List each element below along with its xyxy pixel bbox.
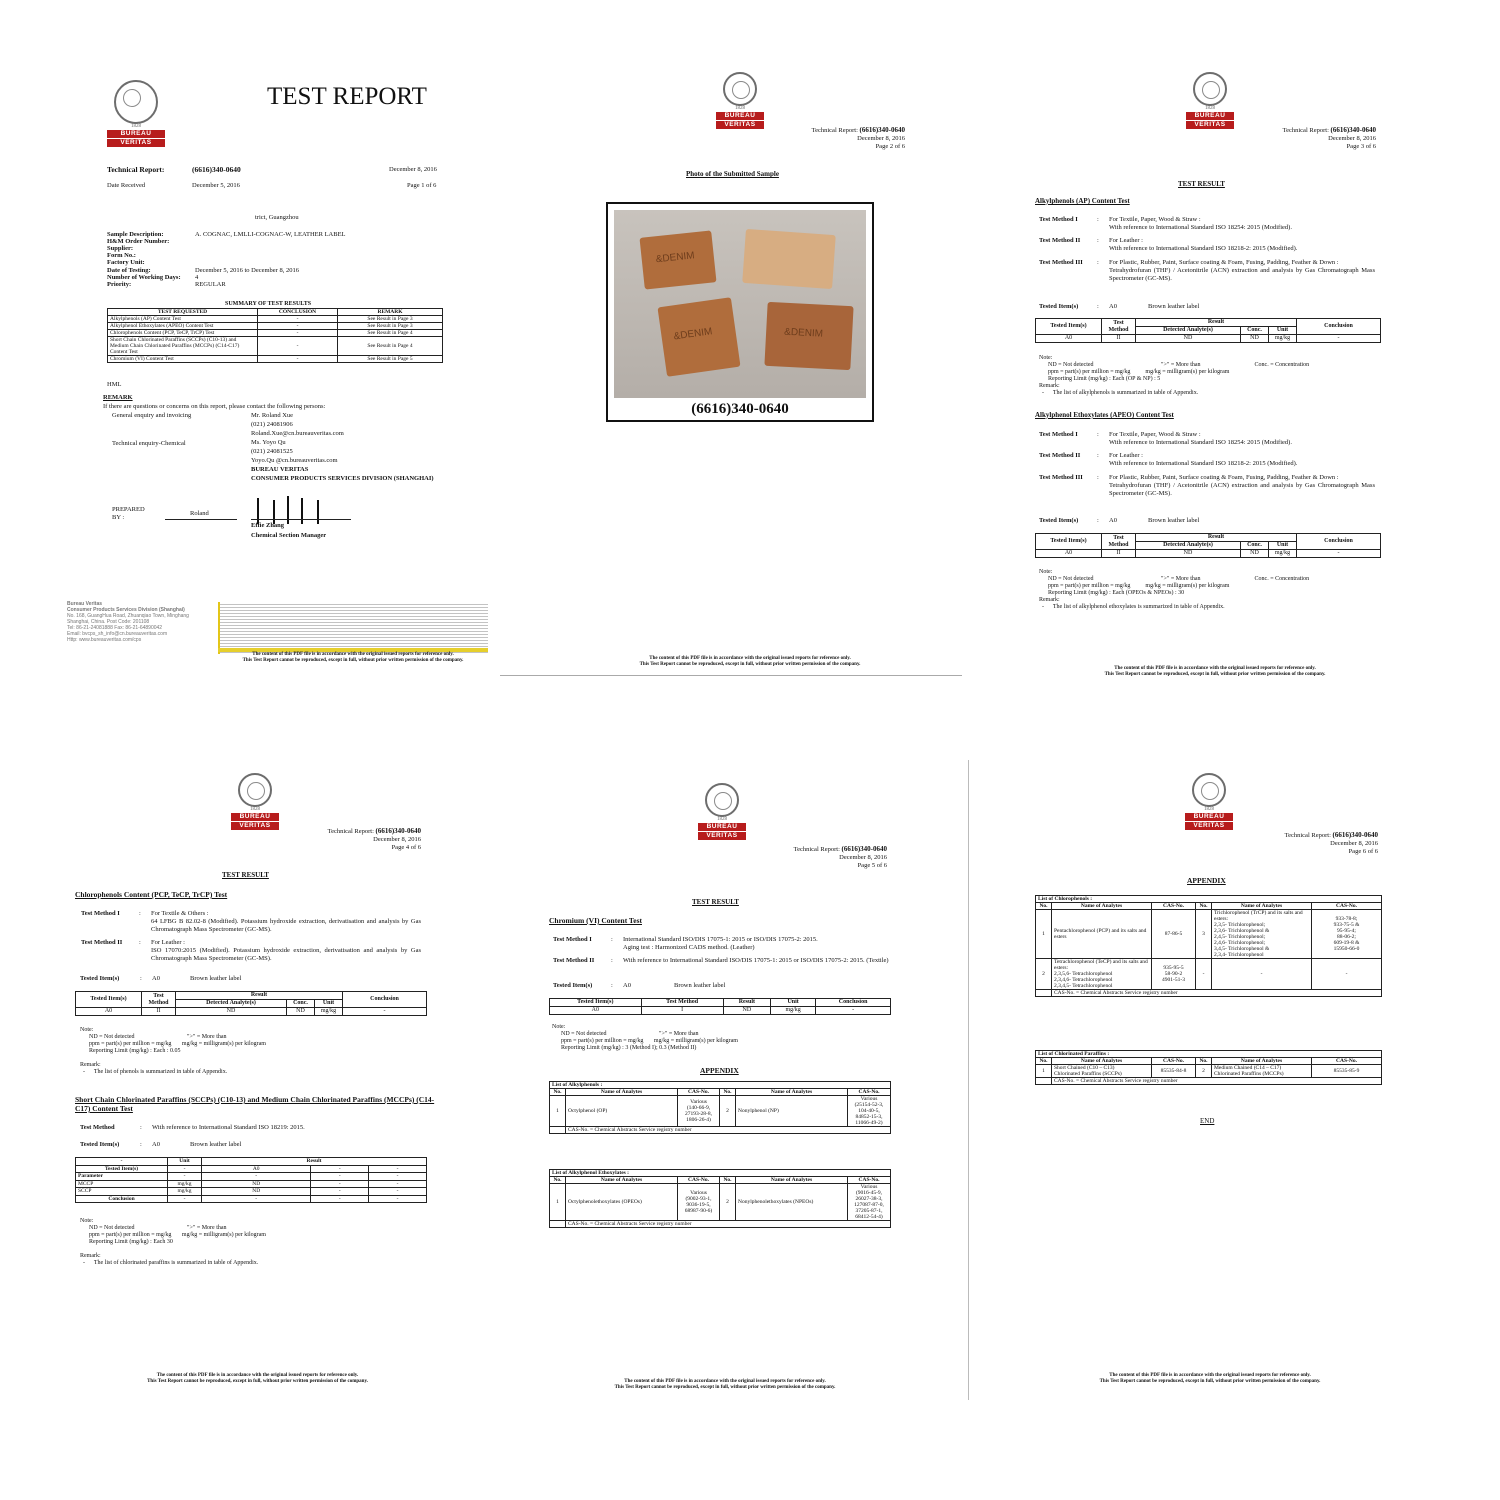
apeo-result-table: Tested Item(s) Test Method Result Conclusion Detected Analyte(s) Conc. Unit A0 II ND ND mg/kg - [1035,533,1381,558]
field-value: 4 [195,274,199,281]
tested-code: A0 [152,975,160,982]
table-row: Short Chain Chlorinated Paraffins (SCCPs) (C10-13) and Medium Chain Chlorinated Paraffins (MCCPs) (C14-C17) Content Test - See Result in Page 4 [108,337,443,356]
prepared-by: Roland [190,510,209,517]
footer-line: The content of this PDF file is in accordance with the original issued reports for reference only. [252,652,454,657]
contact-general: General enquiry and invoicing [112,412,192,419]
table-row: 1 Short Chained (C10 – C13) Chlorinated Paraffins (SCCPs) 85535-84-8 2 Medium Chained (C14 – C17) Chlorinated Paraffins (MCCPs) 85535-85-9 [1036,1065,1382,1078]
tested-label: Tested Item(s) [1039,517,1079,524]
section-heading: TEST RESULT [1178,180,1225,188]
signer-title: Chemical Section Manager [251,532,327,539]
report-page-1: 1828 BUREAU VERITAS TEST REPORT Technical Report: (6616)340-0640 December 8, 2016 Date Received December 5, 2016 Page 1 of 6 trict, Guangzhou Sample Description: A. COGNAC, LMLLI-COGNAC-W, LEATHER LABEL H&M Order Number: Supplier: Form No.: Factory Unit: Date of Testing: December 5, 2016 to December 8, 2016 Number of Working Days: 4 Priority: REGULAR SUMMARY OF TEST RESULTS TEST REQUESTED CONCLUSION REMARK Alkylphenols (AP) Content Test - See Result in Page 3 Alkylphenol Ethoxylates (APEO) Content Test - See Result in Page 3 Chlorophenols Content (PCP, TeCP, TrCP) Test - See Result in Page 4 Short Chain Chlorinated Paraffins (SCCPs) (C10-13) and Medium Chain Chlorinated Paraffins (MCCPs) (C14-C17) Content Test - See Result in Page 4 Chromium (VI) Content Test - See Result in Page 5 HML REMARK If there are questions or concerns on this report, please contact the following persons: General enquiry and invoicing Technical enquiry-Chemical Mr. Roland Xue (021) 24081906 Roland.Xue@cn.bureauveritas.com Ms. Yoyo Qu (021) 24081525 Yoyo.Qu @cn.bureauveritas.com BUREAU VERITAS CONSUMER PRODUCTS SERVICES DIVISION (SHANGHAI) PREPARED BY : Roland Effie Zhang Chemical Section Manager Bureau Veritas Consumer Products Services Division (Shanghai) No. 168, GuangHua Road, Zhuanqiao Town, Minghang Shanghai, China. Post Code: 201108 Tel: 86-21-24081888 Fax: 86-21-64890042 Email: bvcps_sh_info@cn.bureauveritas.com Http: www.bureauveritas.com/cps The content of this PDF file is in accordance with the original issued reports for reference only. This Test Report cannot be reproduced, except in full, without prior written permission of the company. [55,60,495,680]
leather-label: &DENIM [639,230,716,289]
remark-title: REMARK [103,394,133,401]
table-row: Alkylphenol Ethoxylates (APEO) Content Test - See Result in Page 3 [108,323,443,330]
signer-name: Effie Zhang [251,522,285,529]
footer-line: This Test Report cannot be reproduced, except in full, without prior written permission of the company. [1099,1379,1321,1384]
bureau-veritas-seal-icon [723,72,757,106]
ap-note: Note: ND = Not detected ">" = More than Conc. = Concentration ppm = part(s) per million = mg/kg mg/kg = milligram(s) per kilogram Reporting Limit (mg/kg) : Each (OP & NP) : 5 Remark: - The list of alkylphenols is summarized in table of Appendix. [1039,355,1310,396]
report-number: (6616)340-0640 [192,165,241,174]
tech-report-label: Technical Report: [107,165,165,174]
end-label: END [1200,1117,1215,1125]
sample-photo-frame [606,202,874,422]
ap-title: Alkylphenols (AP) Content Test [1035,197,1130,205]
cp-title: Chlorophenols Content (PCP, TeCP, TrCP) Test [75,890,228,899]
col-header: CONCLUSION [258,309,338,316]
field-label: H&M Order Number: [107,238,170,245]
address-fragment: trict, Guangzhou [255,214,299,221]
apeo-list-table: List of Alkylphenol Ethoxylates : No. Name of Analytes CAS-No. No. Name of Analytes CAS-No. 1 Octylphenolethoxylates (OPEOs) Various (9002-93-1, 9036-19-5, 68987-90-6) 2 Nonylphenolethoxylates (NPEOs) Various (9016-45-9, 26027-38-3, 127087-87-0, 37205-87-1, 68412-54-4) CAS-No. = Chemical Abstracts Service registry number [549,1169,891,1228]
table-row: 1 Octylphenolethoxylates (OPEOs) Various (9002-93-1, 9036-19-5, 68987-90-6) 2 Nonylphenolethoxylates (NPEOs) Various (9016-45-9, 26027-38-3, 127087-87-0, 37205-87-1, 68412-54-4) [550,1184,891,1221]
bureau-veritas-logo: 1828 BUREAU VERITAS [107,80,165,147]
table-row: Tested Item(s) - A0 - - [76,1165,427,1173]
page-bottom-rule [500,675,962,676]
signature-mark [257,498,259,524]
appendix-heading: APPENDIX [1187,876,1226,885]
footer-line: The content of this PDF file is in accordance with the original issued reports for reference only. [624,1379,826,1384]
signature-mark [273,500,275,524]
cr-note: Note: ND = Not detected ">" = More than ppm = part(s) per million = mg/kg mg/kg = milligram(s) per kilogram Reporting Limit (mg/kg) : 3 (Method I); 0.3 (Method II) [552,1024,738,1051]
bureau-veritas-seal-icon [1192,773,1226,807]
report-page-5: 1828 BUREAU VERITAS Technical Report: (6616)340-0640 December 8, 2016 Page 5 of 6 TEST RESULT Chromium (VI) Content Test Test Method I : International Standard ISO/DIS 17075-1: 2015 or ISO/DIS 17075-2: 2015. Aging test : Harmonized CADS method. (Leather) Test Method II : With reference to International Standard ISO/DIS 17075-1: 2015 or ISO/DIS 17075-2: 2015. (Textile) Tested Item(s) : A0 Brown leather label Tested Item(s) Test Method Result Unit Conclusion A0 I ND mg/kg - Note: ND = Not detected ">" = More than ppm = part(s) per million = mg/kg mg/kg = milligram(s) per kilogram Reporting Limit (mg/kg) : 3 (Method I); 0.3 (Method II) APPENDIX List of Alkylphenols : No. Name of Analytes CAS-No. No. Name of Analytes CAS-No. 1 Octylphenol (OP) Various (140-66-9, 27193-28-8, 1806-26-4) 2 Nonylphenol (NP) Various (25154-52-3, 104-40-5, 84852-15-3, 11066-49-2) CAS-No. = Chemical Abstracts Service registry number List of Alkylphenol Ethoxylates : No. Name of Analytes CAS-No. No. Name of Analytes CAS-No. 1 Octylphenolethoxylates (OPEOs) Various (9002-93-1, 9036-19-5, 68987-90-6) 2 Nonylphenolethoxylates (NPEOs) Various (9016-45-9, 26027-38-3, 127087-87-0, 37205-87-1, 68412-54-4) CAS-No. = Chemical Abstracts Service registry number The content of this PDF file is in accordance with the original issued reports for reference only. This Test Report cannot be reproduced, except in full, without prior written permission of the company. [540,765,910,1395]
tested-desc: Brown leather label [190,1141,242,1148]
table-row: A0 II ND ND mg/kg - [1036,550,1381,558]
field-label: Supplier: [107,245,134,252]
footer-line: This Test Report cannot be reproduced, except in full, without prior written permission of the company. [1104,672,1326,677]
tested-code: A0 [623,982,631,989]
footer-line: This Test Report cannot be reproduced, except in full, without prior written permission of the company. [147,1379,368,1384]
ap-list-table: List of Alkylphenols : No. Name of Analytes CAS-No. No. Name of Analytes CAS-No. 1 Octylphenol (OP) Various (140-66-9, 27193-28-8, 1806-26-4) 2 Nonylphenol (NP) Various (25154-52-3, 104-40-5, 84852-15-3, 11066-49-2) CAS-No. = Chemical Abstracts Service registry number [549,1081,891,1134]
tested-code: A0 [152,1141,160,1148]
tested-desc: Brown leather label [1148,303,1200,310]
table-row: MCCP mg/kg ND - - [76,1180,427,1188]
report-page-4: 1828 BUREAU VERITAS Technical Report: (6616)340-0640 December 8, 2016 Page 4 of 6 TEST RESULT Chlorophenols Content (PCP, TeCP, TrCP) Test Test Method I : For Textile & Others : 64 LFBG B 82.02-8 (Modified). Potassium hydroxide extraction, derivatisation and analysis by Gas Chromatograph Mass Spectrometer (GC-MS). Test Method II : For Leather : ISO 17070:2015 (Modified). Potassium hydroxide extraction, derivatisation and analysis by Gas Chromatograph Mass Spectrometer (GC-MS). Tested Item(s) : A0 Brown leather label Tested Item(s) Test Method Result Conclusion Detected Analyte(s) Conc. Unit A0 II ND ND mg/kg - Note: ND = Not detected ">" = More than ppm = part(s) per million = mg/kg mg/kg = milligram(s) per kilogram Reporting Limit (mg/kg) : Each : 0.05 Remark: - The list of phenols is summarized in table of Appendix. Short Chain Chlorinated Paraffins (SCCPs) (C10-13) and Medium Chain Chlorinated Paraffins (MCCPs) (C14-C17) Content Test Test Method : With reference to International Standard ISO 18219: 2015. Tested Item(s) : A0 Brown leather label - Unit Result Tested Item(s) - A0 - - Parameter - - - - MCCP mg/kg ND - - SCCP mg/kg ND - - Conclusion - - - - Note: ND = Not detected ">" = More than ppm = part(s) per million = mg/kg mg/kg = milligram(s) per kilogram Reporting Limit (mg/kg) : Each 30 Remark: - The list of chlorinated paraffins is summarized in table of Appendix. The content of this PDF file is in accordance with the original issued reports for reference only. This Test Report cannot be reproduced, except in full, without prior written permission of the company. [65,765,445,1395]
page-header: Technical Report: (6616)340-0640 December 8, 2016 Page 4 of 6 [327,827,421,851]
cr-result-table: Tested Item(s) Test Method Result Unit Conclusion A0 I ND mg/kg - [549,998,891,1015]
footer-line: The content of this PDF file is in accordance with the original issued reports for reference only. [649,656,851,661]
bureau-veritas-logo: 1828 BUREAU VERITAS [1185,773,1233,830]
bureau-veritas-logo: 1828 BUREAU VERITAS [716,72,764,129]
summary-title: SUMMARY OF TEST RESULTS [225,301,312,307]
tested-label: Tested Item(s) [80,1141,120,1148]
footer-line: This Test Report cannot be reproduced, except in full, without prior written permission of the company. [242,658,464,663]
cp-list-table: List of Chlorophenols : No. Name of Analytes CAS-No. No. Name of Analytes CAS-No. 1 Pentachlorophenol (PCP) and its salts and esters 87-86-5 3 Trichlorophenol (TrCP) and its salts and esters: 2,3,5- Trichlorophenol; 2,3,6- Trichlorophenol & 2,4,5- Trichlorophenol; 2,4,6- Trichlorophenol; 3,4,5- Trichlorophenol & 2,3,4- Trichlorophenol 933-78-8; 933-75-5 & 95-95-4; 88-06-2; 609-19-8 & 15950-66-0 2 Tetrachlorophenol (TeCP) and its salts and esters: 2,3,5,6- Tetrachlorophenol 2,3,4,6- Tetrachlorophenol 2,3,4,5- Tetrachlorophenol 935-95-5 58-90-2 4901-51-3 - - - CAS-No. = Chemical Abstracts Service registry number [1035,895,1382,997]
cr-title: Chromium (VI) Content Test [549,916,642,925]
footer-line: This Test Report cannot be reproduced, except in full, without prior written permission of the company. [639,662,861,667]
table-row: 1 Pentachlorophenol (PCP) and its salts and esters 87-86-5 3 Trichlorophenol (TrCP) and its salts and esters: 2,3,5- Trichlorophenol; 2,3,6- Trichlorophenol & 2,4,5- Trichlorophenol; 2,4,6- Trichlorophenol; 3,4,5- Trichlorophenol & 2,3,4- Trichlorophenol 933-78-8; 933-75-5 & 95-95-4; 88-06-2; 609-19-8 & 15950-66-0 [1036,910,1382,959]
page-header: Technical Report: (6616)340-0640 December 8, 2016 Page 2 of 6 [811,126,905,150]
page-header: Technical Report: (6616)340-0640 December 8, 2016 Page 5 of 6 [793,845,887,869]
field-label: Number of Working Days: [107,274,181,281]
tested-code: A0 [1109,517,1117,524]
footer-line: The content of this PDF file is in accordance with the original issued reports for reference only. [156,1373,359,1378]
leather-label: &DENIM [657,297,740,377]
signature-mark [317,500,319,524]
signature-line [251,519,351,520]
table-row: A0 II ND ND mg/kg - [1036,335,1381,343]
bureau-veritas-seal-icon [1193,72,1227,106]
ap-result-table: Tested Item(s) Test Method Result Conclusion Detected Analyte(s) Conc. Unit A0 II ND ND mg/kg - [1035,318,1381,343]
bureau-veritas-logo: 1828 BUREAU VERITAS [698,783,746,840]
table-row: 1 Octylphenol (OP) Various (140-66-9, 27193-28-8, 1806-26-4) 2 Nonylphenol (NP) Various (25154-52-3, 104-40-5, 84852-15-3, 11066-49-2) [550,1096,891,1127]
field-label: Sample Description: [107,231,164,238]
field-label: Date of Testing: [107,267,151,274]
photo-title: Photo of the Submitted Sample [686,170,779,178]
bureau-veritas-logo: 1828 BUREAU VERITAS [1186,72,1234,129]
prepared-label: PREPARED BY : [112,506,145,521]
tested-desc: Brown leather label [674,982,726,989]
table-row: SCCP mg/kg ND - - [76,1188,427,1196]
remark-text: If there are questions or concerns on this report, please contact the following persons: [103,403,326,410]
table-row: 2 Tetrachlorophenol (TeCP) and its salts and esters: 2,3,5,6- Tetrachlorophenol 2,3,4,6- Tetrachlorophenol 2,3,4,5- Tetrachlorophenol 935-95-5 58-90-2 4901-51-3 - - - [1036,959,1382,990]
signature-mark [301,498,303,524]
report-page-2 [500,60,965,680]
contact-technical: Technical enquiry-Chemical [112,440,186,447]
report-page-6 [1025,765,1395,1395]
appendix-heading: APPENDIX [700,1066,739,1075]
field-value: A. COGNAC, LMLLI-COGNAC-W, LEATHER LABEL [195,231,346,238]
table-row: Conclusion - - - - [76,1195,427,1203]
report-date: December 8, 2016 [389,166,437,173]
prepared-line [165,519,237,520]
table-row: Chlorophenols Content (PCP, TeCP, TrCP) Test - See Result in Page 4 [108,330,443,337]
leather-label: &DENIM [764,302,853,370]
hml-label: HML [107,381,122,388]
page-header: Technical Report: (6616)340-0640 December 8, 2016 Page 6 of 6 [1284,831,1378,855]
cp-result-table: Tested Item(s) Test Method Result Conclusion Detected Analyte(s) Conc. Unit A0 II ND ND mg/kg - [75,991,427,1016]
scc-result-table: - Unit Result Tested Item(s) - A0 - - Parameter - - - - MCCP mg/kg ND - - SCCP mg/kg ND - - Conclusion - - - - [75,1157,427,1203]
scc-method: With reference to International Standard ISO 18219: 2015. [152,1124,305,1131]
leather-label-back [742,229,836,289]
sample-photo [614,210,866,398]
table-row: A0 II ND ND mg/kg - [76,1008,427,1016]
scc-note: Note: ND = Not detected ">" = More than ppm = part(s) per million = mg/kg mg/kg = milligram(s) per kilogram Reporting Limit (mg/kg) : Each 30 Remark: - The list of chlorinated paraffins is summarized in table of Appendix. [80,1218,266,1266]
field-label: Priority: [107,281,132,288]
field-value: December 5, 2016 to December 8, 2016 [195,267,299,274]
bureau-veritas-seal-icon [114,80,158,124]
table-row: Parameter - - - - [76,1173,427,1181]
table-row: Alkylphenols (AP) Content Test - See Result in Page 3 [108,316,443,323]
field-label: Form No.: [107,252,136,259]
bureau-veritas-seal-icon [238,773,272,807]
page-label: Page 1 of 6 [407,182,437,189]
bureau-veritas-seal-icon [705,783,739,817]
cp-note: Note: ND = Not detected ">" = More than ppm = part(s) per million = mg/kg mg/kg = milligram(s) per kilogram Reporting Limit (mg/kg) : Each : 0.05 Remark: - The list of phenols is summarized in table of Appendix. [80,1027,266,1075]
report-title: TEST REPORT [267,83,427,110]
photo-caption: (6616)340-0640 [691,401,789,417]
table-row: Chromium (VI) Content Test - See Result in Page 5 [108,356,443,363]
tested-label: Tested Item(s) [80,975,120,982]
report-page-3: 1828 BUREAU VERITAS Technical Report: (6616)340-0640 December 8, 2016 Page 3 of 6 TEST RESULT Alkylphenols (AP) Content Test Test Method I : For Textile, Paper, Wood & Straw : With reference to International Standard ISO 18254: 2015 (Modified). Test Method II : For Leather : With reference to International Standard ISO 18218-2: 2015 (Modified). Test Method III : For Plastic, Rubber, Paint, Surface coating & Foam, Fusing, Padding, Feather & Down : Tetrahydrofuran (THF) / Acetonitrile (ACN) extraction and analysis by Gas Chromatograph Mass Spectrometer (GC-MS). Tested Item(s) : A0 Brown leather label Tested Item(s) Test Method Result Conclusion Detected Analyte(s) Conc. Unit A0 II ND ND mg/kg - Note: ND = Not detected ">" = More than Conc. = Concentration ppm = part(s) per million = mg/kg mg/kg = milligram(s) per kilogram Reporting Limit (mg/kg) : Each (OP & NP) : 5 Remark: - The list of alkylphenols is summarized in table of Appendix. Alkylphenol Ethoxylates (APEO) Content Test Test Method I : For Textile, Paper, Wood & Straw : With reference to International Standard ISO 18254: 2015 (Modified). Test Method II : For Leather : With reference to International Standard ISO 18218-2: 2015 (Modified). Test Method III : For Plastic, Rubber, Paint, Surface coating & Foam, Fusing, Padding, Feather & Down : Tetrahydrofuran (THF) / Acetonitrile (ACN) extraction and analysis by Gas Chromatograph Mass Spectrometer (GC-MS). Tested Item(s) : A0 Brown leather label Tested Item(s) Test Method Result Conclusion Detected Analyte(s) Conc. Unit A0 II ND ND mg/kg - Note: ND = Not detected ">" = More than Conc. = Concentration ppm = part(s) per million = mg/kg mg/kg = milligram(s) per kilogram Reporting Limit (mg/kg) : Each (OPEOs & NPEOs) : 30 Remark: - The list of alkylphenol ethoxylates is summarized in table of Appendix. The content of this PDF file is in accordance with the original issued reports for reference only. This Test Report cannot be reproduced, except in full, without prior written permission of the company. [1020,60,1400,685]
fine-print-block [218,602,488,654]
section-heading: TEST RESULT [222,871,269,879]
footer-line: The content of this PDF file is in accordance with the original issued reports for reference only. [1114,666,1316,671]
tested-label: Tested Item(s) [553,982,593,989]
page-divider [968,760,969,1400]
footer-line: The content of this PDF file is in accordance with the original issued reports for reference only. [1109,1373,1311,1378]
tested-desc: Brown leather label [1148,517,1200,524]
table-row: A0 I ND mg/kg - [550,1007,891,1015]
date-received-value: December 5, 2016 [192,182,240,189]
address-block: Bureau Veritas Consumer Products Services Division (Shanghai) No. 168, GuangHua Road, Zhuanqiao Town, Minghang Shanghai, China. Post Code: 201108 Tel: 86-21-24081888 Fax: 86-21-64890042 Email: bvcps_sh_info@cn.bureauveritas.com Http: www.bureauveritas.com/cps [67,601,189,643]
col-header: REMARK [338,309,443,316]
page-header: Technical Report: (6616)340-0640 December 8, 2016 Page 3 of 6 [1282,126,1376,150]
col-header: TEST REQUESTED [108,309,258,316]
date-received-label: Date Received [107,182,146,189]
cparaffin-list-table: List of Chlorinated Paraffins : No. Name of Analytes CAS-No. No. Name of Analytes CAS-No. 1 Short Chained (C10 – C13) Chlorinated Paraffins (SCCPs) 85535-84-8 2 Medium Chained (C14 – C17) Chlorinated Paraffins (MCCPs) 85535-85-9 CAS-No. = Chemical Abstracts Service registry number [1035,1050,1382,1085]
field-label: Factory Unit: [107,259,145,266]
tested-label: Tested Item(s) [1039,303,1079,310]
field-value: REGULAR [195,281,226,288]
apeo-title: Alkylphenol Ethoxylates (APEO) Content Test [1035,411,1174,419]
scc-title: Short Chain Chlorinated Paraffins (SCCPs) (C10-13) and Medium Chain Chlorinated Paraffins (MCCPs) (C14-C17) Content Test [75,1095,435,1113]
summary-table [107,308,443,363]
bureau-veritas-logo: 1828 BUREAU VERITAS [231,773,279,830]
apeo-note: Note: ND = Not detected ">" = More than Conc. = Concentration ppm = part(s) per million = mg/kg mg/kg = milligram(s) per kilogram Reporting Limit (mg/kg) : Each (OPEOs & NPEOs) : 30 Remark: - The list of alkylphenol ethoxylates is summarized in table of Appendix. [1039,569,1310,610]
tested-code: A0 [1109,303,1117,310]
footer-line: This Test Report cannot be reproduced, except in full, without prior written permission of the company. [614,1385,836,1390]
section-heading: TEST RESULT [692,898,739,906]
scc-method-label: Test Method [80,1124,115,1131]
tested-desc: Brown leather label [190,975,242,982]
